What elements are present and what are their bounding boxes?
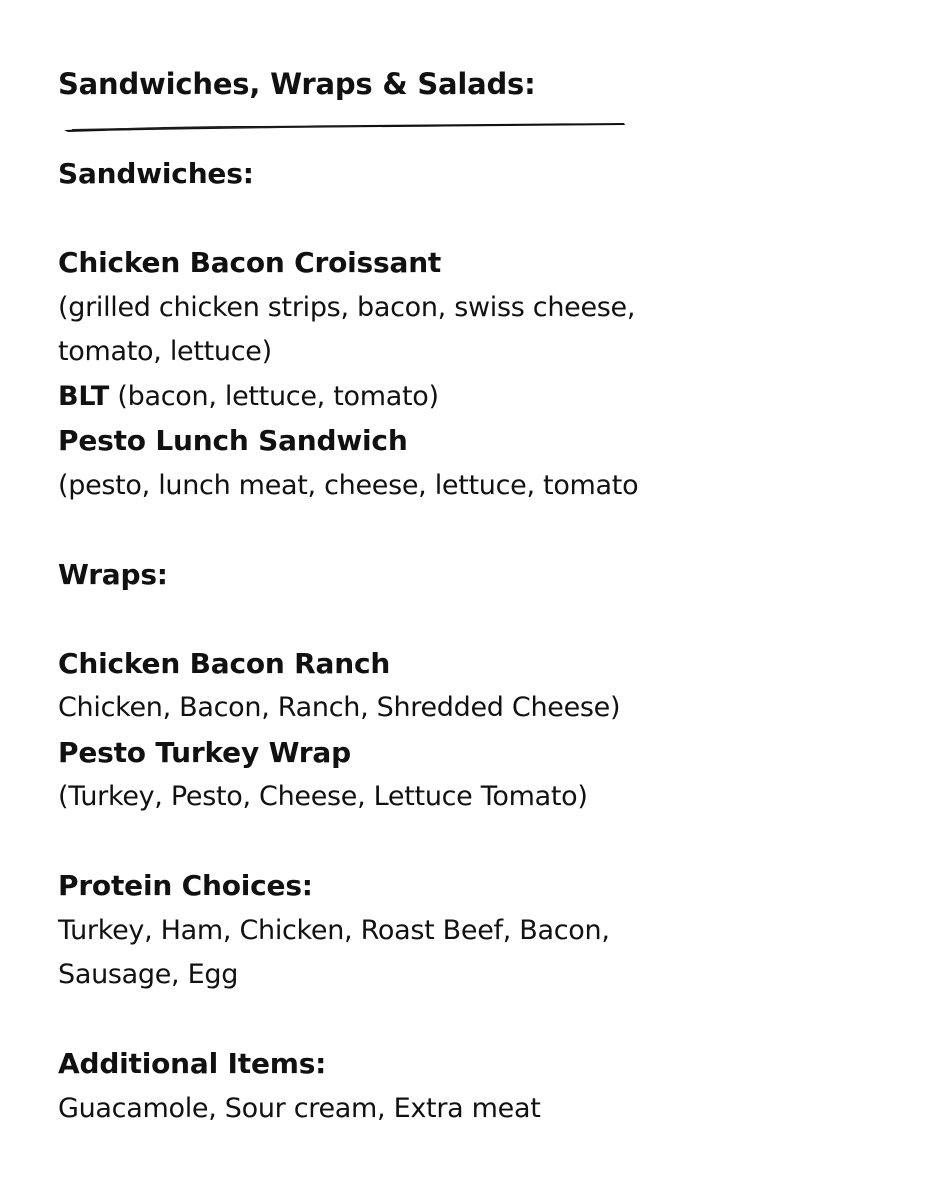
item-desc-chicken-bacon-croissant-line1: (grilled chicken strips, bacon, swiss cheese, [58,291,636,323]
item-name-blt: BLT [58,380,110,412]
page-title: Sandwiches, Wraps & Salads: [58,67,536,101]
item-name-pesto-turkey-wrap: Pesto Turkey Wrap [58,735,351,769]
additional-items-line1: Guacamole, Sour cream, Extra meat [58,1092,541,1124]
item-name-chicken-bacon-croissant: Chicken Bacon Croissant [58,246,442,279]
item-desc-chicken-bacon-ranch: Chicken, Bacon, Ranch, Shredded Cheese) [58,692,621,723]
section-heading-additional-items: Additional Items: [58,1047,327,1080]
item-desc-blt: (bacon, lettuce, tomato) [109,380,439,412]
section-heading-wraps: Wraps: [58,557,168,591]
menu-page [58,62,878,1131]
section-heading-protein-choices: Protein Choices: [58,869,313,902]
protein-choices-line1: Turkey, Ham, Chicken, Roast Beef, Bacon, [58,914,610,946]
item-desc-pesto-turkey-wrap: (Turkey, Pesto, Cheese, Lettuce Tomato) [58,781,588,812]
item-desc-chicken-bacon-croissant-line2: tomato, lettuce) [58,336,272,367]
item-blt [58,375,878,420]
item-name-pesto-lunch-sandwich: Pesto Lunch Sandwich [58,424,408,457]
item-name-chicken-bacon-ranch: Chicken Bacon Ranch [58,646,391,680]
section-heading-sandwiches: Sandwiches: [58,157,254,190]
item-desc-pesto-lunch-sandwich: (pesto, lunch meat, cheese, lettuce, tomato [58,469,639,501]
protein-choices-line2: Sausage, Egg [58,959,239,990]
